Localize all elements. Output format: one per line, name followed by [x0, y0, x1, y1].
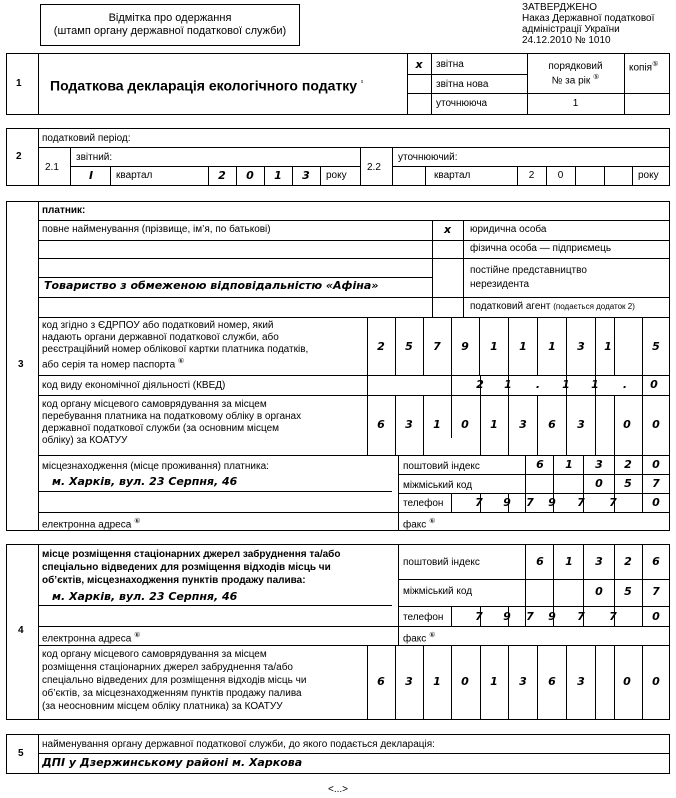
type-legal: юридична особа — [470, 224, 547, 235]
correcting-label: уточнюючий: — [398, 152, 458, 163]
phone-digit[interactable]: 9 — [503, 496, 511, 509]
edrpou-digit[interactable]: 2 — [377, 340, 385, 353]
koatuu-digit[interactable]: 6 — [377, 418, 385, 431]
koatuu-label-3: державної податкової служби (за основним місцем — [42, 423, 280, 434]
phone-label-4: телефон — [403, 612, 444, 623]
postal-label: поштовий індекс — [403, 461, 480, 472]
kved-digit[interactable]: 1 — [504, 378, 512, 391]
option-corrective: уточнююча — [436, 98, 488, 109]
phone-digit[interactable]: 9 — [548, 496, 556, 509]
year2-digit[interactable]: 0 — [557, 170, 564, 181]
phone-digit-4[interactable]: 0 — [652, 610, 660, 623]
place-label-3: об’єктів, місцезнаходження пунктів продажу палива: — [42, 575, 306, 586]
phone-label: телефон — [403, 498, 444, 509]
intercity-digit[interactable]: 0 — [595, 477, 603, 490]
section-5-number: 5 — [18, 748, 24, 759]
year-digit[interactable]: 0 — [246, 169, 254, 182]
koatuu4-label-1: код органу місцевого самоврядування за місцем — [42, 649, 267, 660]
koatuu4-label-3: спеціально відведених для розміщення відходів місць чи — [42, 675, 307, 686]
edrpou-digit[interactable]: 9 — [461, 340, 469, 353]
koatuu4-digit[interactable]: 0 — [623, 675, 631, 688]
regular-x-mark[interactable]: х — [415, 58, 423, 71]
type-individual: фізична особа — підприємець — [470, 243, 612, 254]
phone-digit-4[interactable]: 7 — [609, 610, 617, 623]
type-agent: податковий агент (подається додаток 2) — [470, 301, 635, 312]
edrpou-digit[interactable]: 1 — [548, 340, 556, 353]
phone-digit[interactable]: 7 — [526, 496, 534, 509]
company-name: Товариство з обмеженою відповідальністю «Афіна» — [44, 279, 379, 292]
postal-digit[interactable]: 1 — [565, 458, 573, 471]
koatuu-digit[interactable]: 1 — [490, 418, 498, 431]
quarter-value[interactable]: I — [88, 169, 94, 182]
phone-digit-4[interactable]: 9 — [503, 610, 511, 623]
koatuu-digit[interactable]: 0 — [461, 418, 469, 431]
kved-digit[interactable]: 0 — [650, 378, 658, 391]
kved-label: код виду економічної діяльності (КВЕД) — [42, 380, 226, 391]
reporting-label: звітний: — [76, 152, 113, 163]
email-label-4: електронна адреса ⑥ — [42, 632, 141, 645]
intercity-label-4: міжміський код — [403, 586, 473, 597]
postal-digit[interactable]: 2 — [624, 458, 632, 471]
place-label-1: місце розміщення стаціонарних джерел забруднення та/або — [42, 549, 341, 560]
koatuu4-digit[interactable]: 3 — [405, 675, 413, 688]
tax-office-label: найменування органу державної податкової служби, до якого подається декларація: — [42, 739, 435, 750]
postal-digit-4[interactable]: 2 — [624, 555, 632, 568]
section-2-number: 2 — [16, 151, 22, 162]
koatuu4-digit[interactable]: 6 — [377, 675, 385, 688]
koatuu-label-4: обліку) за КОАТУУ — [42, 435, 128, 446]
declaration-title: Податкова декларація екологічного податку $^{^1}$ — [50, 77, 364, 94]
kved-digit: . — [535, 378, 541, 391]
quarter-label: квартал — [116, 170, 153, 181]
seq-number-label-2: № за рік ⑤ — [551, 74, 600, 87]
location-label: місцезнаходження (місце проживання) платника: — [42, 461, 269, 472]
intercity-digit[interactable]: 7 — [652, 477, 660, 490]
phone-digit-4[interactable]: 7 — [577, 610, 585, 623]
intercity-digit-4[interactable]: 0 — [595, 585, 603, 598]
edrpou-digit[interactable]: 5 — [405, 340, 413, 353]
phone-digit[interactable]: 7 — [475, 496, 483, 509]
subperiod-2-2: 2.2 — [367, 162, 381, 173]
type-rep-line2: нерезидента — [470, 279, 530, 290]
kved-digit[interactable]: 2 — [476, 378, 484, 391]
intercity-digit-4[interactable]: 5 — [624, 585, 632, 598]
edrpou-label-1: код згідно з ЄДРПОУ або податковий номер, який — [42, 320, 274, 331]
phone-digit-4[interactable]: 9 — [548, 610, 556, 623]
legal-entity-x-mark[interactable]: х — [443, 223, 452, 236]
section-4-number: 4 — [18, 625, 24, 636]
ellipsis-marker: <...> — [327, 784, 348, 795]
edrpou-digit[interactable]: 1 — [604, 340, 612, 353]
postal-digit-4[interactable]: 6 — [652, 555, 660, 568]
subperiod-2-1: 2.1 — [45, 162, 59, 173]
seq-number-label-1: порядковий — [548, 61, 603, 72]
type-rep-line1: постійне представництво — [470, 265, 587, 276]
koatuu-digit[interactable]: 0 — [652, 418, 660, 431]
phone-digit[interactable]: 0 — [652, 496, 660, 509]
phone-digit-4[interactable]: 7 — [526, 610, 534, 623]
email-label: електронна адреса ⑥ — [42, 518, 141, 531]
koatuu4-digit[interactable]: 1 — [433, 675, 441, 688]
postal-digit-4[interactable]: 6 — [536, 555, 544, 568]
phone-digit-4[interactable]: 7 — [475, 610, 483, 623]
postal-digit[interactable]: 3 — [595, 458, 603, 471]
koatuu-label-1: код органу місцевого самоврядування за місцем — [42, 399, 267, 410]
intercity-digit[interactable]: 5 — [624, 477, 632, 490]
koatuu-digit[interactable]: 6 — [548, 418, 556, 431]
year-digit[interactable]: 1 — [274, 169, 282, 182]
edrpou-digit[interactable]: 1 — [490, 340, 498, 353]
koatuu-digit[interactable]: 1 — [433, 418, 441, 431]
postal-digit[interactable]: 6 — [536, 458, 544, 471]
fax-label-4: факс ⑥ — [403, 632, 436, 645]
edrpou-label-3: реєстраційний номер облікової картки платника податків, — [42, 344, 309, 355]
koatuu4-digit[interactable]: 3 — [519, 675, 527, 688]
payer-label: платник: — [42, 205, 86, 216]
koatuu4-digit[interactable]: 6 — [548, 675, 556, 688]
intercity-digit-4[interactable]: 7 — [652, 585, 660, 598]
year-digit[interactable]: 3 — [302, 169, 310, 182]
section-3-number: 3 — [18, 359, 24, 370]
place-value: м. Харків, вул. 23 Серпня, 46 — [52, 590, 238, 603]
tax-office-value: ДПІ у Дзержинському районі м. Харкова — [42, 756, 303, 769]
year-label: року — [326, 170, 347, 181]
intercity-label: міжміський код — [403, 480, 473, 491]
fullname-label: повне найменування (прізвище, ім’я, по батькові) — [42, 224, 271, 235]
koatuu-digit[interactable]: 3 — [519, 418, 527, 431]
koatuu4-digit[interactable]: 3 — [577, 675, 585, 688]
koatuu-label-2: перебування платника на податковому обліку в органах — [42, 411, 302, 422]
place-label-2: спеціально відведених для розміщення відходів місць чи — [42, 562, 331, 573]
quarter-label-2: квартал — [434, 170, 471, 181]
fax-label: факс ⑥ — [403, 518, 436, 531]
edrpou-digit[interactable]: 1 — [519, 340, 527, 353]
koatuu4-digit[interactable]: 0 — [461, 675, 469, 688]
order-line3: 24.12.2010 № 1010 — [522, 35, 611, 46]
koatuu4-digit[interactable]: 1 — [490, 675, 498, 688]
copy-label: копія⑤ — [629, 61, 659, 74]
koatuu4-label-4: об’єктів, за місцезнаходженням пунктів продажу палива — [42, 688, 302, 699]
location-value: м. Харків, вул. 23 Серпня, 46 — [52, 475, 238, 488]
year2-digit[interactable]: 2 — [528, 170, 535, 181]
order-line2: адміністрації України — [522, 24, 620, 35]
order-line1: Наказ Державної податкової — [522, 13, 655, 24]
year-label-2: року — [638, 170, 659, 181]
koatuu4-digit[interactable]: 0 — [652, 675, 660, 688]
option-regular: звітна — [436, 59, 464, 70]
kved-digit: . — [622, 378, 628, 391]
kved-digit[interactable]: 1 — [562, 378, 570, 391]
kved-digit[interactable]: 1 — [591, 378, 599, 391]
postal-digit-4[interactable]: 1 — [565, 555, 573, 568]
postal-label-4: поштовий індекс — [403, 557, 480, 568]
edrpou-digit[interactable]: 5 — [652, 340, 660, 353]
year-digit[interactable]: 2 — [218, 169, 226, 182]
koatuu-digit[interactable]: 0 — [623, 418, 631, 431]
seq-number-value[interactable]: 1 — [572, 98, 579, 109]
period-label: податковий період: — [42, 133, 131, 144]
approved-label: ЗАТВЕРДЖЕНО — [522, 2, 598, 13]
edrpou-label-2: надають органи державної податкової служби, або — [42, 332, 279, 343]
option-new: звітна нова — [436, 79, 489, 90]
edrpou-digit[interactable]: 3 — [577, 340, 585, 353]
koatuu-digit[interactable]: 3 — [405, 418, 413, 431]
stamp-label-line2: (штамп органу державної податкової служби) — [53, 25, 287, 37]
postal-digit[interactable]: 0 — [652, 458, 660, 471]
postal-digit-4[interactable]: 3 — [595, 555, 603, 568]
section-1-number: 1 — [16, 78, 22, 89]
edrpou-digit[interactable]: 7 — [433, 340, 441, 353]
phone-digit[interactable]: 7 — [577, 496, 585, 509]
stamp-label-line1: Відмітка про одержання — [108, 12, 232, 24]
koatuu-digit[interactable]: 3 — [577, 418, 585, 431]
koatuu4-label-2: розміщення стаціонарних джерел забруднення та/або — [42, 662, 293, 673]
koatuu4-label-5: (за неосновним місцем обліку платника) за КОАТУУ — [42, 701, 283, 712]
phone-digit[interactable]: 7 — [609, 496, 617, 509]
edrpou-label-4: або серія та номер паспорта ⑥ — [42, 358, 185, 371]
